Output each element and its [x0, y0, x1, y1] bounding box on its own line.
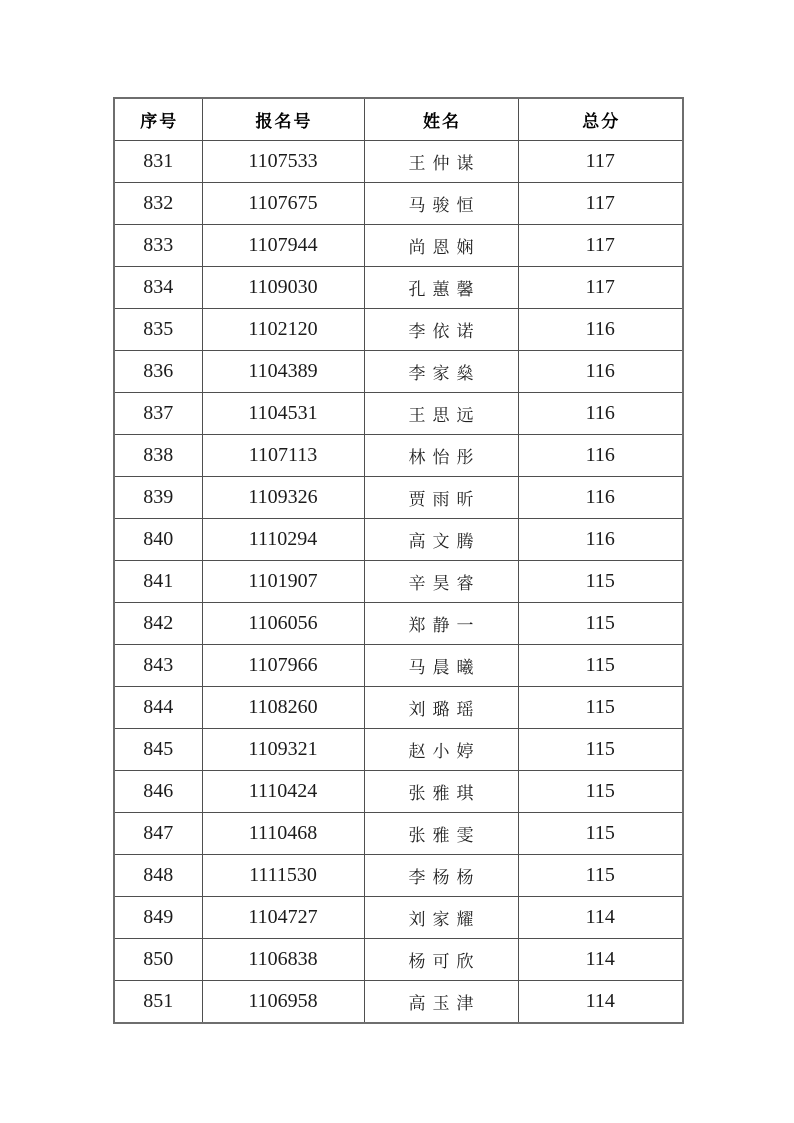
- cell-score: 117: [518, 183, 683, 225]
- cell-name: 尚恩娴: [364, 225, 518, 267]
- table-row: [114, 477, 683, 519]
- score-table: [113, 97, 684, 1024]
- table-row: [114, 771, 683, 813]
- cell-serial: 836: [114, 351, 202, 393]
- cell-serial: 842: [114, 603, 202, 645]
- cell-registration: 1111530: [202, 855, 364, 897]
- cell-serial: 840: [114, 519, 202, 561]
- cell-serial: 832: [114, 183, 202, 225]
- cell-serial: 846: [114, 771, 202, 813]
- column-header-registration: 报名号: [202, 98, 364, 141]
- cell-registration: 1109030: [202, 267, 364, 309]
- cell-score: 116: [518, 351, 683, 393]
- table-row: [114, 561, 683, 603]
- cell-name: 刘家耀: [364, 897, 518, 939]
- cell-name: 王思远: [364, 393, 518, 435]
- cell-score: 114: [518, 981, 683, 1024]
- cell-serial: 835: [114, 309, 202, 351]
- cell-registration: 1110468: [202, 813, 364, 855]
- cell-score: 115: [518, 687, 683, 729]
- cell-serial: 831: [114, 141, 202, 183]
- table-row: [114, 351, 683, 393]
- cell-registration: 1107113: [202, 435, 364, 477]
- cell-registration: 1106056: [202, 603, 364, 645]
- cell-serial: 837: [114, 393, 202, 435]
- cell-registration: 1107966: [202, 645, 364, 687]
- column-header-score: 总分: [518, 98, 683, 141]
- cell-name: 林怡彤: [364, 435, 518, 477]
- cell-serial: 838: [114, 435, 202, 477]
- cell-registration: 1107533: [202, 141, 364, 183]
- cell-score: 115: [518, 771, 683, 813]
- cell-registration: 1102120: [202, 309, 364, 351]
- cell-score: 115: [518, 645, 683, 687]
- table-header: [114, 98, 683, 141]
- column-header-serial: 序号: [114, 98, 202, 141]
- cell-registration: 1107675: [202, 183, 364, 225]
- cell-name: 孔蕙馨: [364, 267, 518, 309]
- cell-name: 辛昊睿: [364, 561, 518, 603]
- table-row: [114, 855, 683, 897]
- cell-score: 116: [518, 393, 683, 435]
- cell-serial: 843: [114, 645, 202, 687]
- cell-name: 郑静一: [364, 603, 518, 645]
- table-row: [114, 729, 683, 771]
- cell-name: 马骏恒: [364, 183, 518, 225]
- cell-score: 117: [518, 267, 683, 309]
- cell-score: 116: [518, 309, 683, 351]
- table-row: [114, 435, 683, 477]
- cell-name: 张雅雯: [364, 813, 518, 855]
- column-header-name: 姓名: [364, 98, 518, 141]
- cell-score: 115: [518, 813, 683, 855]
- cell-score: 115: [518, 855, 683, 897]
- cell-registration: 1106838: [202, 939, 364, 981]
- cell-score: 117: [518, 141, 683, 183]
- cell-registration: 1108260: [202, 687, 364, 729]
- cell-name: 贾雨昕: [364, 477, 518, 519]
- cell-name: 马晨曦: [364, 645, 518, 687]
- cell-name: 李杨杨: [364, 855, 518, 897]
- table-row: [114, 309, 683, 351]
- cell-name: 张雅琪: [364, 771, 518, 813]
- table-row: [114, 981, 683, 1024]
- table-row: [114, 225, 683, 267]
- cell-registration: 1101907: [202, 561, 364, 603]
- table-row: [114, 939, 683, 981]
- cell-serial: 851: [114, 981, 202, 1024]
- cell-serial: 847: [114, 813, 202, 855]
- cell-name: 赵小婷: [364, 729, 518, 771]
- cell-name: 李家燊: [364, 351, 518, 393]
- cell-score: 115: [518, 603, 683, 645]
- cell-serial: 848: [114, 855, 202, 897]
- cell-score: 114: [518, 939, 683, 981]
- table-body: [114, 141, 683, 1024]
- cell-name: 李依诺: [364, 309, 518, 351]
- cell-registration: 1110424: [202, 771, 364, 813]
- table-row: [114, 267, 683, 309]
- cell-serial: 850: [114, 939, 202, 981]
- cell-name: 高玉津: [364, 981, 518, 1024]
- cell-serial: 834: [114, 267, 202, 309]
- cell-registration: 1106958: [202, 981, 364, 1024]
- table-row: [114, 687, 683, 729]
- cell-serial: 845: [114, 729, 202, 771]
- table-row: [114, 393, 683, 435]
- cell-score: 115: [518, 729, 683, 771]
- table-row: [114, 519, 683, 561]
- cell-registration: 1109326: [202, 477, 364, 519]
- cell-name: 杨可欣: [364, 939, 518, 981]
- cell-registration: 1104389: [202, 351, 364, 393]
- table-row: [114, 183, 683, 225]
- table-row: [114, 813, 683, 855]
- cell-score: 114: [518, 897, 683, 939]
- table-header-row: [114, 98, 683, 141]
- cell-score: 116: [518, 477, 683, 519]
- cell-registration: 1110294: [202, 519, 364, 561]
- cell-serial: 849: [114, 897, 202, 939]
- cell-name: 王仲谋: [364, 141, 518, 183]
- cell-name: 刘璐瑶: [364, 687, 518, 729]
- cell-score: 116: [518, 519, 683, 561]
- cell-score: 115: [518, 561, 683, 603]
- cell-name: 高文腾: [364, 519, 518, 561]
- cell-registration: 1104727: [202, 897, 364, 939]
- cell-serial: 833: [114, 225, 202, 267]
- cell-registration: 1104531: [202, 393, 364, 435]
- cell-registration: 1109321: [202, 729, 364, 771]
- table-row: [114, 645, 683, 687]
- table-row: [114, 897, 683, 939]
- table-row: [114, 141, 683, 183]
- cell-serial: 844: [114, 687, 202, 729]
- cell-score: 117: [518, 225, 683, 267]
- cell-score: 116: [518, 435, 683, 477]
- table-row: [114, 603, 683, 645]
- cell-registration: 1107944: [202, 225, 364, 267]
- cell-serial: 841: [114, 561, 202, 603]
- cell-serial: 839: [114, 477, 202, 519]
